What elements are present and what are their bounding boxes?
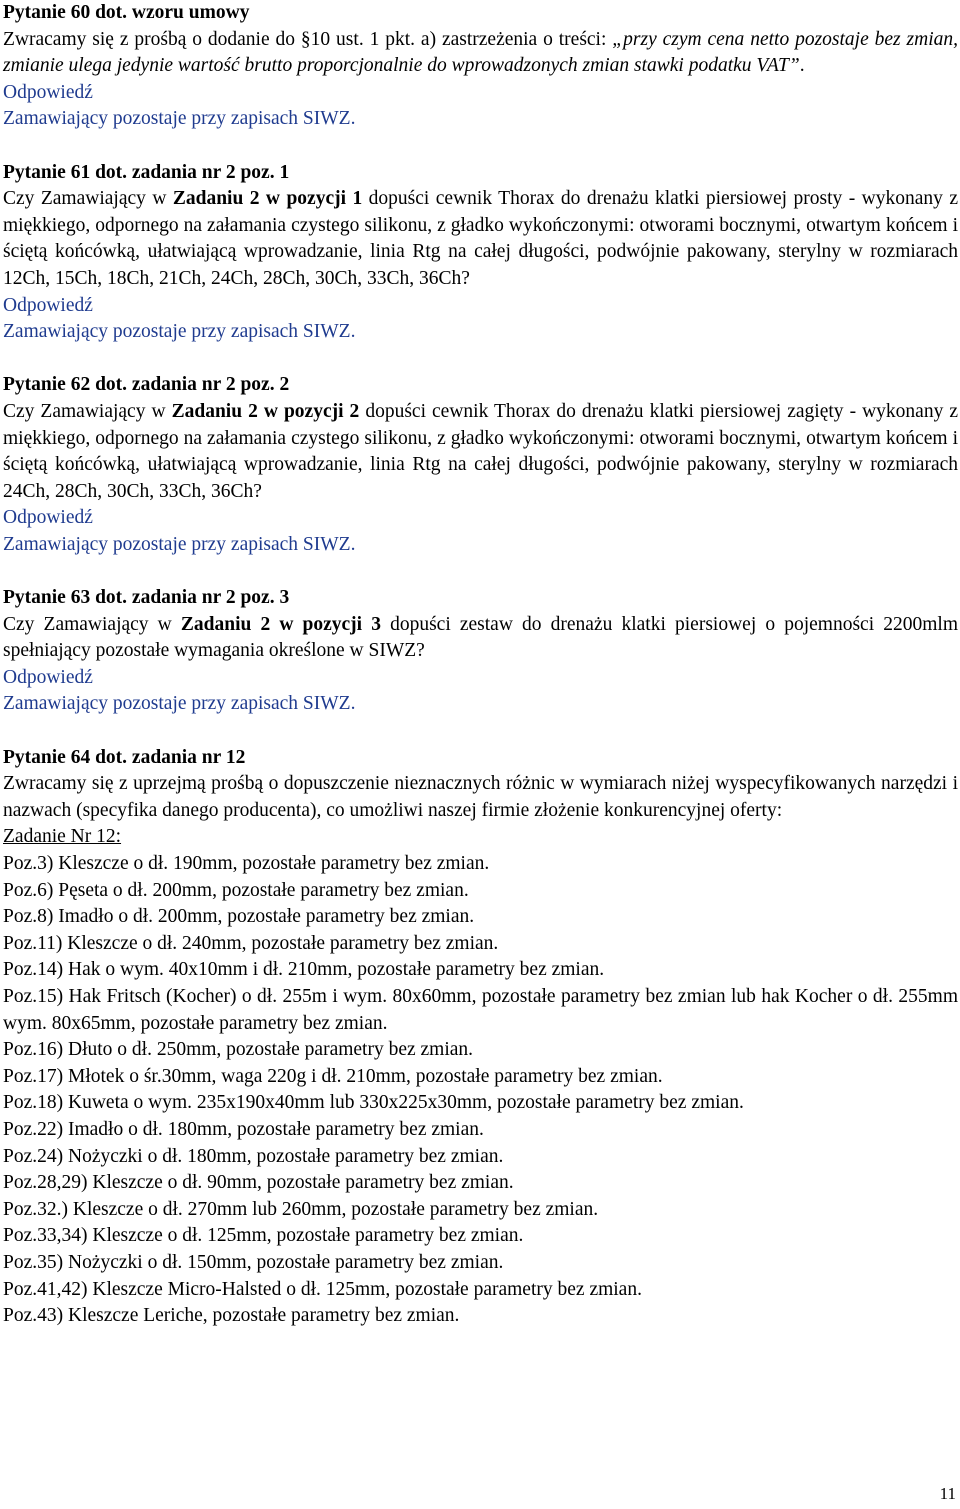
question-62-text-part-2: dopuści cewnik Thorax do drenażu klatki piersiowej zagięty - wykonany z miękkiego, odpornego na załamania czystego silikonu, z gładko wykończonymi: otworami bocznymi, otwartym końcem i ściętą końcówką, ułatwiającą wprowadzanie, linia Rtg na całej długości, podwójnie pakowany, sterylny w rozmiarach 24Ch, 28Ch, 30Ch, 33Ch, 36Ch? — [3, 400, 959, 502]
question-63-title: Pytanie 63 dot. zadania nr 2 poz. 3 — [3, 587, 290, 609]
list-item: Poz.24) Nożyczki o dł. 180mm, pozostałe parametry bez zmian. — [3, 1145, 504, 1167]
question-61-text-part-1: Czy Zamawiający w — [3, 188, 173, 210]
question-61-text — [3, 186, 958, 292]
list-item: Poz.3) Kleszcze o dł. 190mm, pozostałe parametry bez zmian. — [3, 853, 490, 874]
spacer — [3, 558, 958, 585]
list-item: Poz.16) Dłuto o dł. 250mm, pozostałe parametry bez zmian. — [3, 1039, 474, 1061]
question-63 — [3, 585, 958, 718]
list-item: Poz.41,42) Kleszcze Micro-Halsted o dł. 125mm, pozostałe parametry bez zmian. — [3, 1278, 642, 1300]
question-61-text-part-2: dopuści cewnik Thorax do drenażu klatki piersiowej prosty - wykonany z miękkiego, odpornego na załamania czystego silikonu, z gładko wykończonymi: otworami bocznymi, otwartym końcem i ściętą końcówką, ułatwiającą wprowadzanie, linia Rtg na całej długości, podwójnie pakowany, sterylny w rozmiarach 12Ch, 15Ch, 18Ch, 21Ch, 24Ch, 28Ch, 30Ch, 33Ch, 36Ch? — [3, 188, 958, 289]
list-item: Poz.11) Kleszcze o dł. 240mm, pozostałe parametry bez zmian. — [3, 932, 499, 954]
list-item: Poz.14) Hak o wym. 40x10mm i dł. 210mm, pozostałe parametry bez zmian. — [3, 959, 605, 981]
question-60-title: Pytanie 60 dot. wzoru umowy — [3, 2, 250, 23]
question-60 — [3, 0, 958, 133]
question-61-bold-item: Zadaniu 2 w pozycji 1 — [172, 188, 363, 210]
question-61-answer-label: Odpowiedź — [3, 294, 93, 316]
list-item: Poz.15) Hak Fritsch (Kocher) o dł. 255m i wym. 80x60mm, pozostałe parametry bez zmian lub hak Kocher o dł. 255mm wym. 80x65mm, pozostałe parametry bez zmian. — [3, 985, 958, 1034]
question-62 — [3, 372, 958, 558]
list-item: Poz.33,34) Kleszcze o dł. 125mm, pozostałe parametry bez zmian. — [3, 1225, 524, 1247]
list-item: Poz.43) Kleszcze Leriche, pozostałe parametry bez zmian. — [3, 1305, 460, 1327]
question-60-text — [3, 27, 958, 80]
question-64-title: Pytanie 64 dot. zadania nr 12 — [3, 746, 246, 768]
list-item: Poz.6) Pęseta o dł. 200mm, pozostałe parametry bez zmian. — [3, 879, 469, 901]
list-item: Poz.28,29) Kleszcze o dł. 90mm, pozostałe parametry bez zmian. — [3, 1172, 514, 1194]
spacer — [3, 718, 958, 745]
question-62-answer-label: Odpowiedź — [3, 507, 93, 529]
list-item: Poz.8) Imadło o dł. 200mm, pozostałe parametry bez zmian. — [3, 906, 475, 928]
question-62-text — [3, 399, 958, 505]
spacer — [3, 133, 958, 160]
list-item: Poz.22) Imadło o dł. 180mm, pozostałe parametry bez zmian. — [3, 1118, 484, 1140]
list-item: Poz.17) Młotek o śr.30mm, waga 220g i dł. 210mm, pozostałe parametry bez zmian. — [3, 1065, 663, 1087]
question-61-title: Pytanie 61 dot. zadania nr 2 poz. 1 — [3, 161, 290, 183]
question-61-answer: Zamawiający pozostaje przy zapisach SIWZ. — [3, 321, 356, 343]
question-64 — [3, 745, 958, 1330]
list-item: Poz.32.) Kleszcze o dł. 270mm lub 260mm, pozostałe parametry bez zmian. — [3, 1198, 599, 1220]
question-60-answer-label: Odpowiedź — [3, 81, 93, 103]
list-item: Poz.18) Kuweta o wym. 235x190x40mm lub 330x225x30mm, pozostałe parametry bez zmian. — [3, 1092, 744, 1114]
spacer — [3, 346, 958, 373]
question-63-answer-label: Odpowiedź — [3, 666, 93, 688]
question-64-item-list — [3, 851, 958, 1330]
question-60-answer: Zamawiający pozostaje przy zapisach SIWZ. — [3, 108, 356, 130]
question-62-bold-item: Zadaniu 2 w pozycji 2 — [171, 400, 360, 422]
question-63-text — [3, 612, 958, 665]
list-item: Poz.35) Nożyczki o dł. 150mm, pozostałe parametry bez zmian. — [3, 1251, 504, 1273]
question-63-text-part-2: dopuści zestaw do drenażu klatki piersiowej o pojemności 2200mlm spełniający pozostałe wymagania określone w SIWZ? — [3, 613, 959, 662]
question-63-text-part-1: Czy Zamawiający w — [3, 613, 181, 635]
question-60-text-after: . — [799, 55, 805, 77]
question-61 — [3, 160, 958, 346]
page-number: 11 — [939, 1484, 956, 1503]
question-62-text-part-1: Czy Zamawiający w — [3, 400, 172, 422]
question-63-bold-item: Zadaniu 2 w pozycji 3 — [180, 613, 381, 635]
question-62-answer: Zamawiający pozostaje przy zapisach SIWZ. — [3, 533, 356, 555]
question-62-title: Pytanie 62 dot. zadania nr 2 poz. 2 — [3, 374, 290, 396]
document-page — [3, 0, 958, 1330]
question-63-answer: Zamawiający pozostaje przy zapisach SIWZ. — [3, 693, 356, 715]
question-60-text-before: Zwracamy się z prośbą o dodanie do §10 ust. 1 pkt. a) zastrzeżenia o treści: — [3, 28, 613, 50]
question-64-text: Zwracamy się z uprzejmą prośbą o dopuszczenie nieznacznych różnic w wymiarach niżej wyspecyfikowanych narzędzi i nazwach (specyfika danego producenta), co umożliwi naszej firmie złożenie konkurencyjnej oferty: — [3, 773, 958, 821]
question-60-quote: „przy czym cena netto pozostaje bez zmian, zmianie ulega jedynie wartość brutto proporcjonalnie do wprowadzonych zmian stawki podatku VAT” — [3, 28, 958, 77]
question-64-subheading: Zadanie Nr 12: — [3, 826, 122, 848]
